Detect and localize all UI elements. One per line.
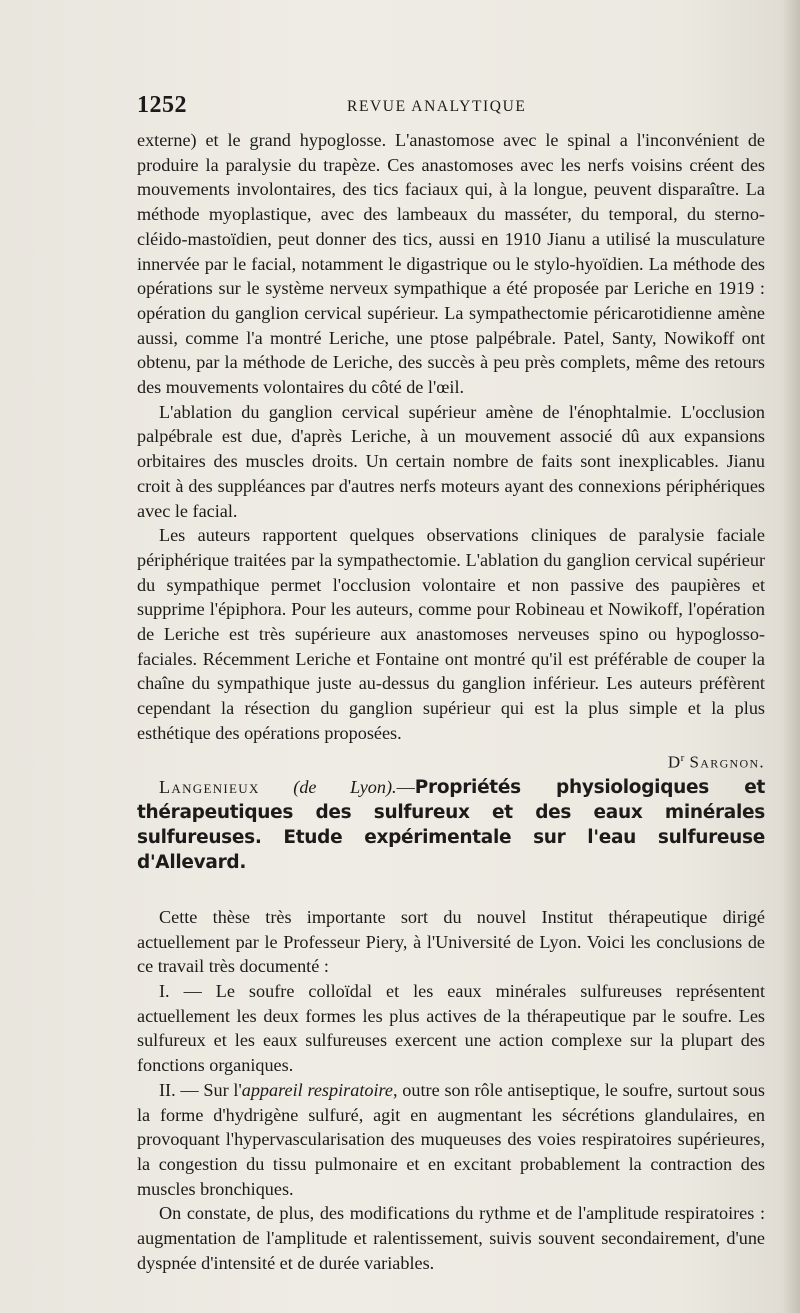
signature-name: Sargnon. [689,752,765,772]
article2-dash: — [396,776,415,797]
article2-intro: Cette thèse très importante sort du nouvel Institut thérapeutique dirigé actuellement par le Professeur Piery, à l'Université de Lyon. Voici les conclusions de ce travail très documenté : [137,906,765,977]
page-header [137,92,777,122]
signature-prefix: D [667,752,681,772]
signature-sup: r [680,751,685,764]
page-body [137,128,765,1275]
article1-paragraph-3: Les auteurs rapportent quelques observations cliniques de paralysie faciale périphérique traitées par la sympathectomie. L'ablation du ganglion cervical supérieur du sympathique permet l'occlusion volontaire et non passive des paupières et supprime l'épiphora. Pour les auteurs, comme pour Robineau et Nowikoff, l'opération de Leriche est très supérieure aux anastomoses nerveuses spino ou hypoglosso-faciales. Récemment Leriche et Fontaine ont montré qu'il est préférable de couper la chaîne du sympathique juste au-dessus du ganglion inférieur. Les auteurs préfèrent cependant la résection du ganglion supérieur qui est la plus simple et la plus esthétique des opérations proposées. [137,525,765,743]
running-title: REVUE ANALYTIQUE [347,98,527,115]
article2-title: Propriétés physiologiques et thérapeutiques des sulfureux et des eaux minérales sulfureuses. Etude expérimentale sur l'eau sulfureuse d'Allevard. [137,776,765,873]
article1-paragraph-1: externe) et le grand hypoglosse. L'anastomose avec le spinal a l'inconvénient de produire la paralysie du trapèze. Ces anastomoses avec les nerfs voisins créent des mouvements involontaires, des tics faciaux qui, à la longue, peuvent disparaître. La méthode myoplastique, avec des lambeaux du masséter, du temporal, du sterno-cléido-mastoïdien, peut donner des tics, aussi en 1910 Jianu a utilisé la musculature innervée par le facial, notamment le digastrique ou le stylo-hyoïdien. La méthode des opérations sur le système nerveux sympathique a été proposée par Leriche en 1919 : opération du ganglion cervical supérieur. La sympathectomie péricarotidienne amène aussi, comme l'a montré Leriche, une ptose palpébrale. Patel, Santy, Nowikoff ont obtenu, par la méthode de Leriche, des succès à peu près complets, même des retours des mouvements volontaires du côté de l'œil. [137,130,765,398]
article2-source: (de Lyon). [293,776,397,797]
article2-heading [137,775,765,875]
point2-italic: appareil respiratoire [241,1079,393,1100]
section-gap [137,875,765,905]
article1-paragraph-2: L'ablation du ganglion cervical supérieur amène de l'énophtalmie. L'occlusion palpébrale est due, d'après Leriche, à un mouvement associé dû aux expansions orbitaires des muscles droits. Un certain nombre de faits sont inexplicables. Jianu croit à des suppléances par d'autres nerfs moteurs ayant des connexions périphériques avec le facial. [137,401,765,521]
article1-signature [137,746,765,775]
article2-point-2 [137,1078,765,1202]
article2-point-1: I. — Le soufre colloïdal et les eaux minérales sulfureuses représentent actuellement les deux formes les plus actives de la thérapeutique par le soufre. Les sulfureux et les eaux sulfureuses exercent une action complexe sur la plupart des fonctions organiques. [137,981,765,1076]
point2-rest: , outre son rôle antiseptique, le soufre, surtout sous la forme d'hydrigène sulfuré, agit en augmentant les sécrétions glandulaires, en provoquant l'hypervascularisation des muqueuses des voies respiratoires supérieures, la congestion du tissu pulmonaire et en excitant probablement la contraction des muscles bronchiques. [137,1079,765,1199]
article2-author: Langenieux [159,776,260,797]
page-number: 1252 [137,92,187,118]
page-spine-shadow [782,0,800,1313]
point2-prefix: II. — Sur l' [159,1079,242,1100]
article2-point-3: On constate, de plus, des modifications du rythme et de l'amplitude respiratoires : augmentation de l'amplitude et ralentissement, suivis souvent secondairement, d'une dyspnée d'intensité et de durée variables. [137,1203,765,1273]
